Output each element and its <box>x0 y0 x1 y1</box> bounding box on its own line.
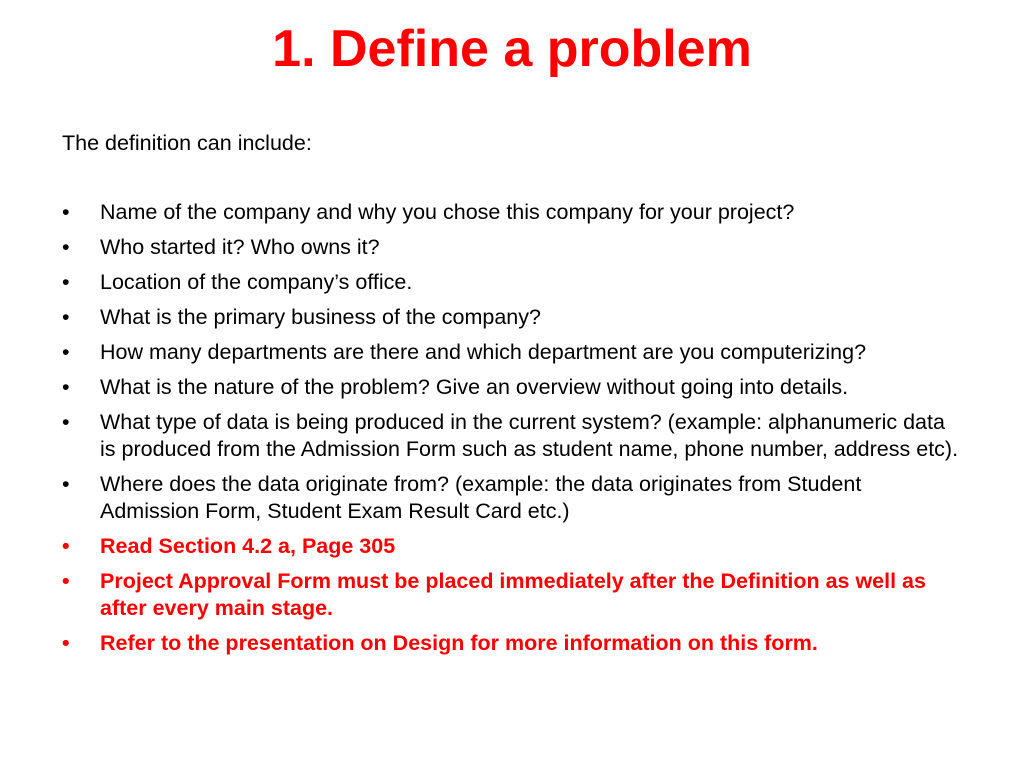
bullet-icon: • <box>62 235 70 259</box>
bullet-text: What is the nature of the problem? Give an overview without going into details. <box>100 375 849 399</box>
bullet-icon: • <box>62 340 70 364</box>
bullet-icon: • <box>62 569 70 593</box>
bullet-item-highlight <box>62 533 962 560</box>
slide-title: 1. Define a problem <box>272 20 752 78</box>
bullet-text: Refer to the presentation on Design for more information on this form. <box>100 631 818 655</box>
bullet-icon: • <box>62 200 70 224</box>
bullet-item <box>62 234 962 261</box>
bullet-text: Project Approval Form must be placed immediately after the Definition as well as after every main stage. <box>100 569 926 620</box>
intro-text: The definition can include: <box>62 131 312 155</box>
bullet-icon: • <box>62 270 70 294</box>
bullet-icon: • <box>62 305 70 329</box>
bullet-text: Who started it? Who owns it? <box>100 235 380 259</box>
bullet-text: Location of the company’s office. <box>100 270 413 294</box>
bullet-text: What type of data is being produced in the current system? (example: alphanumeric data is produced from the Admission Form such as student name, phone number, address etc). <box>100 410 959 461</box>
slide-body <box>62 130 962 665</box>
bullet-item-highlight <box>62 630 962 657</box>
bullet-text: Name of the company and why you chose this company for your project? <box>100 200 795 224</box>
bullet-text: Read Section 4.2 a, Page 305 <box>100 534 396 558</box>
bullet-list <box>62 199 962 657</box>
bullet-icon: • <box>62 472 70 496</box>
bullet-icon: • <box>62 631 70 655</box>
bullet-item <box>62 269 962 296</box>
bullet-text: Where does the data originate from? (example: the data originates from Student Admission Form, Student Exam Result Card etc.) <box>100 472 862 523</box>
bullet-item <box>62 339 962 366</box>
bullet-item <box>62 374 962 401</box>
bullet-icon: • <box>62 534 70 558</box>
bullet-item <box>62 304 962 331</box>
bullet-text: What is the primary business of the company? <box>100 305 541 329</box>
bullet-item <box>62 409 962 463</box>
bullet-item <box>62 471 962 525</box>
bullet-icon: • <box>62 375 70 399</box>
bullet-item <box>62 199 962 226</box>
bullet-text: How many departments are there and which department are you computerizing? <box>100 340 867 364</box>
bullet-item-highlight <box>62 568 962 622</box>
bullet-icon: • <box>62 410 70 434</box>
